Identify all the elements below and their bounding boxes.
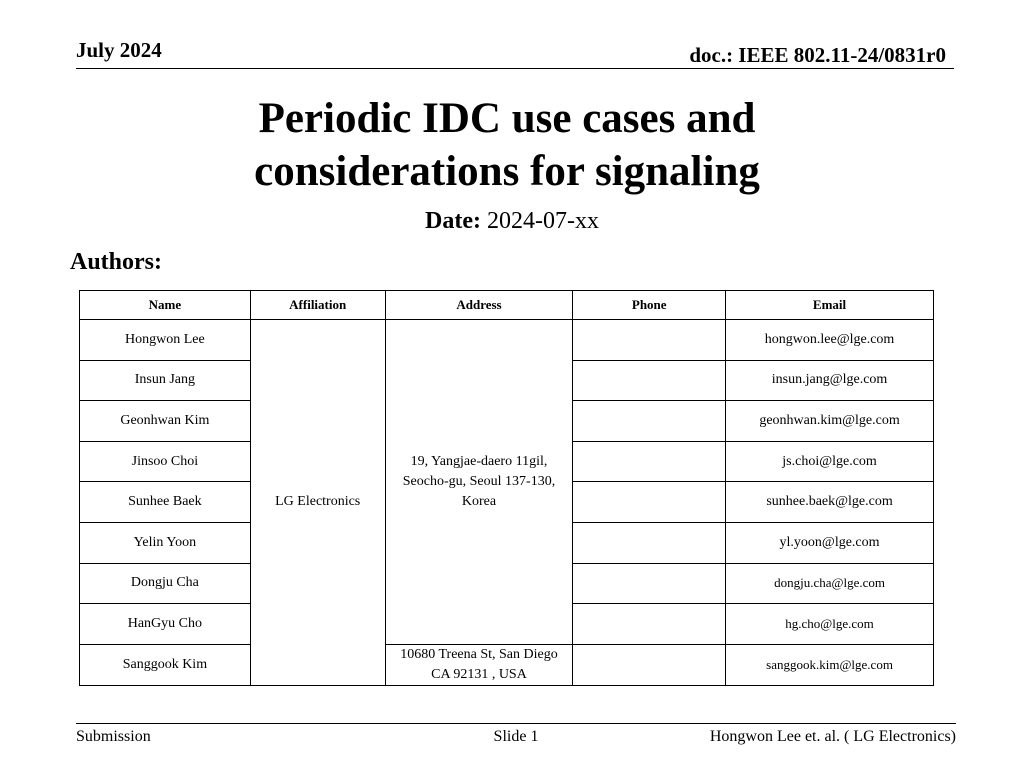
- author-name: Insun Jang: [80, 360, 251, 401]
- author-phone: [573, 360, 726, 401]
- author-phone: [573, 522, 726, 563]
- slide-title-line-1: Periodic IDC use cases and: [258, 95, 756, 142]
- header-name: Name: [80, 291, 251, 320]
- author-email: hongwon.lee@lge.com: [726, 320, 934, 361]
- date-value: 2024-07-xx: [486, 208, 599, 234]
- author-email: sunhee.baek@lge.com: [726, 482, 934, 523]
- header-affiliation: Affiliation: [250, 291, 385, 320]
- author-name: Sunhee Baek: [80, 482, 251, 523]
- header-phone: Phone: [573, 291, 726, 320]
- author-phone: [573, 604, 726, 645]
- header-date: July 2024: [76, 38, 162, 62]
- author-email: yl.yoon@lge.com: [726, 522, 934, 563]
- footer-divider: [76, 723, 956, 724]
- author-name: Geonhwan Kim: [80, 401, 251, 442]
- slide-title-line-2: considerations for signaling: [254, 148, 760, 195]
- author-name: HanGyu Cho: [80, 604, 251, 645]
- author-name: Hongwon Lee: [80, 320, 251, 361]
- header-address: Address: [385, 291, 573, 320]
- author-email: insun.jang@lge.com: [726, 360, 934, 401]
- author-name: Yelin Yoon: [80, 522, 251, 563]
- date-line: [0, 208, 1024, 235]
- author-name: Jinsoo Choi: [80, 441, 251, 482]
- authors-table: [79, 290, 934, 686]
- footer-submission: Submission: [76, 728, 151, 745]
- table-row: [80, 644, 934, 685]
- table-row: [80, 320, 934, 361]
- author-address-seoul: 19, Yangjae-daero 11gil, Seocho-gu, Seoul 137-130, Korea: [385, 320, 573, 645]
- date-label: Date:: [425, 208, 481, 234]
- author-phone: [573, 644, 726, 685]
- header-doc-id: doc.: IEEE 802.11-24/0831r0: [689, 43, 946, 67]
- author-phone: [573, 401, 726, 442]
- author-email: hg.cho@lge.com: [726, 604, 934, 645]
- author-affiliation: LG Electronics: [250, 320, 385, 686]
- slide-title: [0, 92, 1014, 198]
- author-name: Sanggook Kim: [80, 644, 251, 685]
- author-email: sanggook.kim@lge.com: [726, 644, 934, 685]
- author-address-sandiego: 10680 Treena St, San Diego CA 92131 , USA: [385, 644, 573, 685]
- author-email: js.choi@lge.com: [726, 441, 934, 482]
- author-email: dongju.cha@lge.com: [726, 563, 934, 604]
- author-phone: [573, 563, 726, 604]
- author-phone: [573, 320, 726, 361]
- author-email: geonhwan.kim@lge.com: [726, 401, 934, 442]
- author-phone: [573, 441, 726, 482]
- footer-author-credit: Hongwon Lee et. al. ( LG Electronics): [709, 728, 956, 745]
- author-name: Dongju Cha: [80, 563, 251, 604]
- authors-heading: Authors:: [70, 249, 163, 275]
- footer-slide-number: Slide 1: [493, 728, 539, 745]
- header-divider: [76, 68, 954, 69]
- header-email: Email: [726, 291, 934, 320]
- author-phone: [573, 482, 726, 523]
- table-header-row: [80, 291, 934, 320]
